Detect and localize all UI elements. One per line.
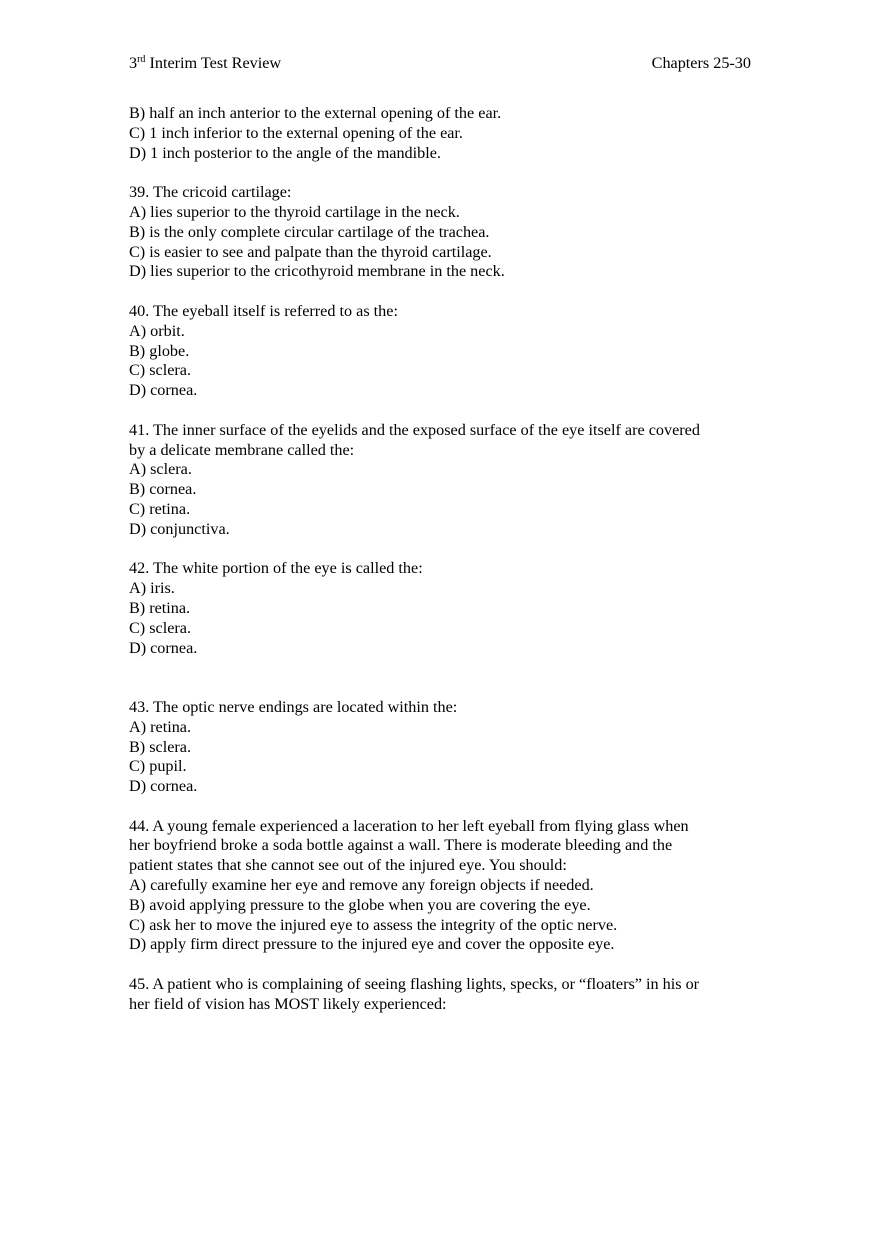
- header-title-number: 3: [129, 54, 138, 72]
- answer-option: C) ask her to move the injured eye to assess the integrity of the optic nerve.: [129, 915, 618, 934]
- question-43: [129, 698, 759, 797]
- answer-option: B) half an inch anterior to the external opening of the ear.: [129, 104, 502, 122]
- answer-option: D) cornea.: [129, 777, 198, 796]
- answer-option: B) cornea.: [129, 480, 197, 499]
- answer-option: C) pupil.: [129, 757, 187, 776]
- question-stem: patient states that she cannot see out of the injured eye. You should:: [129, 856, 567, 875]
- answer-option: C) retina.: [129, 499, 191, 518]
- question-stem: 43. The optic nerve endings are located within the:: [129, 697, 458, 716]
- answer-option: D) apply firm direct pressure to the injured eye and cover the opposite eye.: [129, 935, 615, 954]
- answer-option: D) lies superior to the cricothyroid membrane in the neck.: [129, 262, 505, 281]
- answer-option: D) conjunctiva.: [129, 519, 230, 538]
- question-stem: her boyfriend broke a soda bottle against a wall. There is moderate bleeding and the: [129, 836, 673, 855]
- answer-option: A) sclera.: [129, 460, 192, 479]
- question-41: [129, 421, 759, 540]
- answer-option: C) 1 inch inferior to the external opening of the ear.: [129, 123, 463, 142]
- header-title: [129, 52, 281, 74]
- answer-option: B) globe.: [129, 341, 190, 360]
- answer-option: A) carefully examine her eye and remove any foreign objects if needed.: [129, 876, 594, 895]
- header-title-suffix: rd: [137, 54, 146, 65]
- carryover-options: [129, 104, 759, 163]
- answer-option: C) is easier to see and palpate than the thyroid cartilage.: [129, 242, 492, 261]
- question-42: [129, 559, 759, 658]
- question-stem: her field of vision has MOST likely experienced:: [129, 994, 447, 1013]
- answer-option: B) retina.: [129, 598, 191, 617]
- answer-option: B) is the only complete circular cartilage of the trachea.: [129, 222, 490, 241]
- header-title-rest: Interim Test Review: [145, 54, 282, 72]
- answer-option: B) sclera.: [129, 737, 192, 756]
- page-header: [129, 52, 751, 74]
- question-stem: 45. A patient who is complaining of seeing flashing lights, specks, or “floaters” in his or: [129, 975, 700, 994]
- question-45: [129, 975, 759, 1015]
- answer-option: C) sclera.: [129, 618, 192, 637]
- answer-option: D) cornea.: [129, 381, 198, 400]
- question-stem: by a delicate membrane called the:: [129, 440, 355, 459]
- header-chapters: Chapters 25-30: [651, 54, 751, 72]
- answer-option: D) cornea.: [129, 638, 198, 657]
- answer-option: B) avoid applying pressure to the globe when you are covering the eye.: [129, 895, 591, 914]
- answer-option: A) retina.: [129, 717, 192, 736]
- question-stem: 42. The white portion of the eye is called the:: [129, 559, 423, 578]
- question-39: [129, 183, 759, 282]
- answer-option: D) 1 inch posterior to the angle of the mandible.: [129, 143, 441, 162]
- answer-option: C) sclera.: [129, 361, 192, 380]
- question-44: [129, 817, 759, 956]
- answer-option: A) orbit.: [129, 321, 185, 340]
- answer-option: A) iris.: [129, 579, 175, 598]
- question-stem: 41. The inner surface of the eyelids and the exposed surface of the eye itself are covered: [129, 420, 700, 439]
- question-40: [129, 302, 759, 401]
- question-stem: 39. The cricoid cartilage:: [129, 183, 292, 202]
- question-stem: 40. The eyeball itself is referred to as the:: [129, 301, 398, 320]
- question-content: [129, 104, 759, 1034]
- answer-option: A) lies superior to the thyroid cartilage in the neck.: [129, 202, 460, 221]
- question-stem: 44. A young female experienced a laceration to her left eyeball from flying glass when: [129, 816, 689, 835]
